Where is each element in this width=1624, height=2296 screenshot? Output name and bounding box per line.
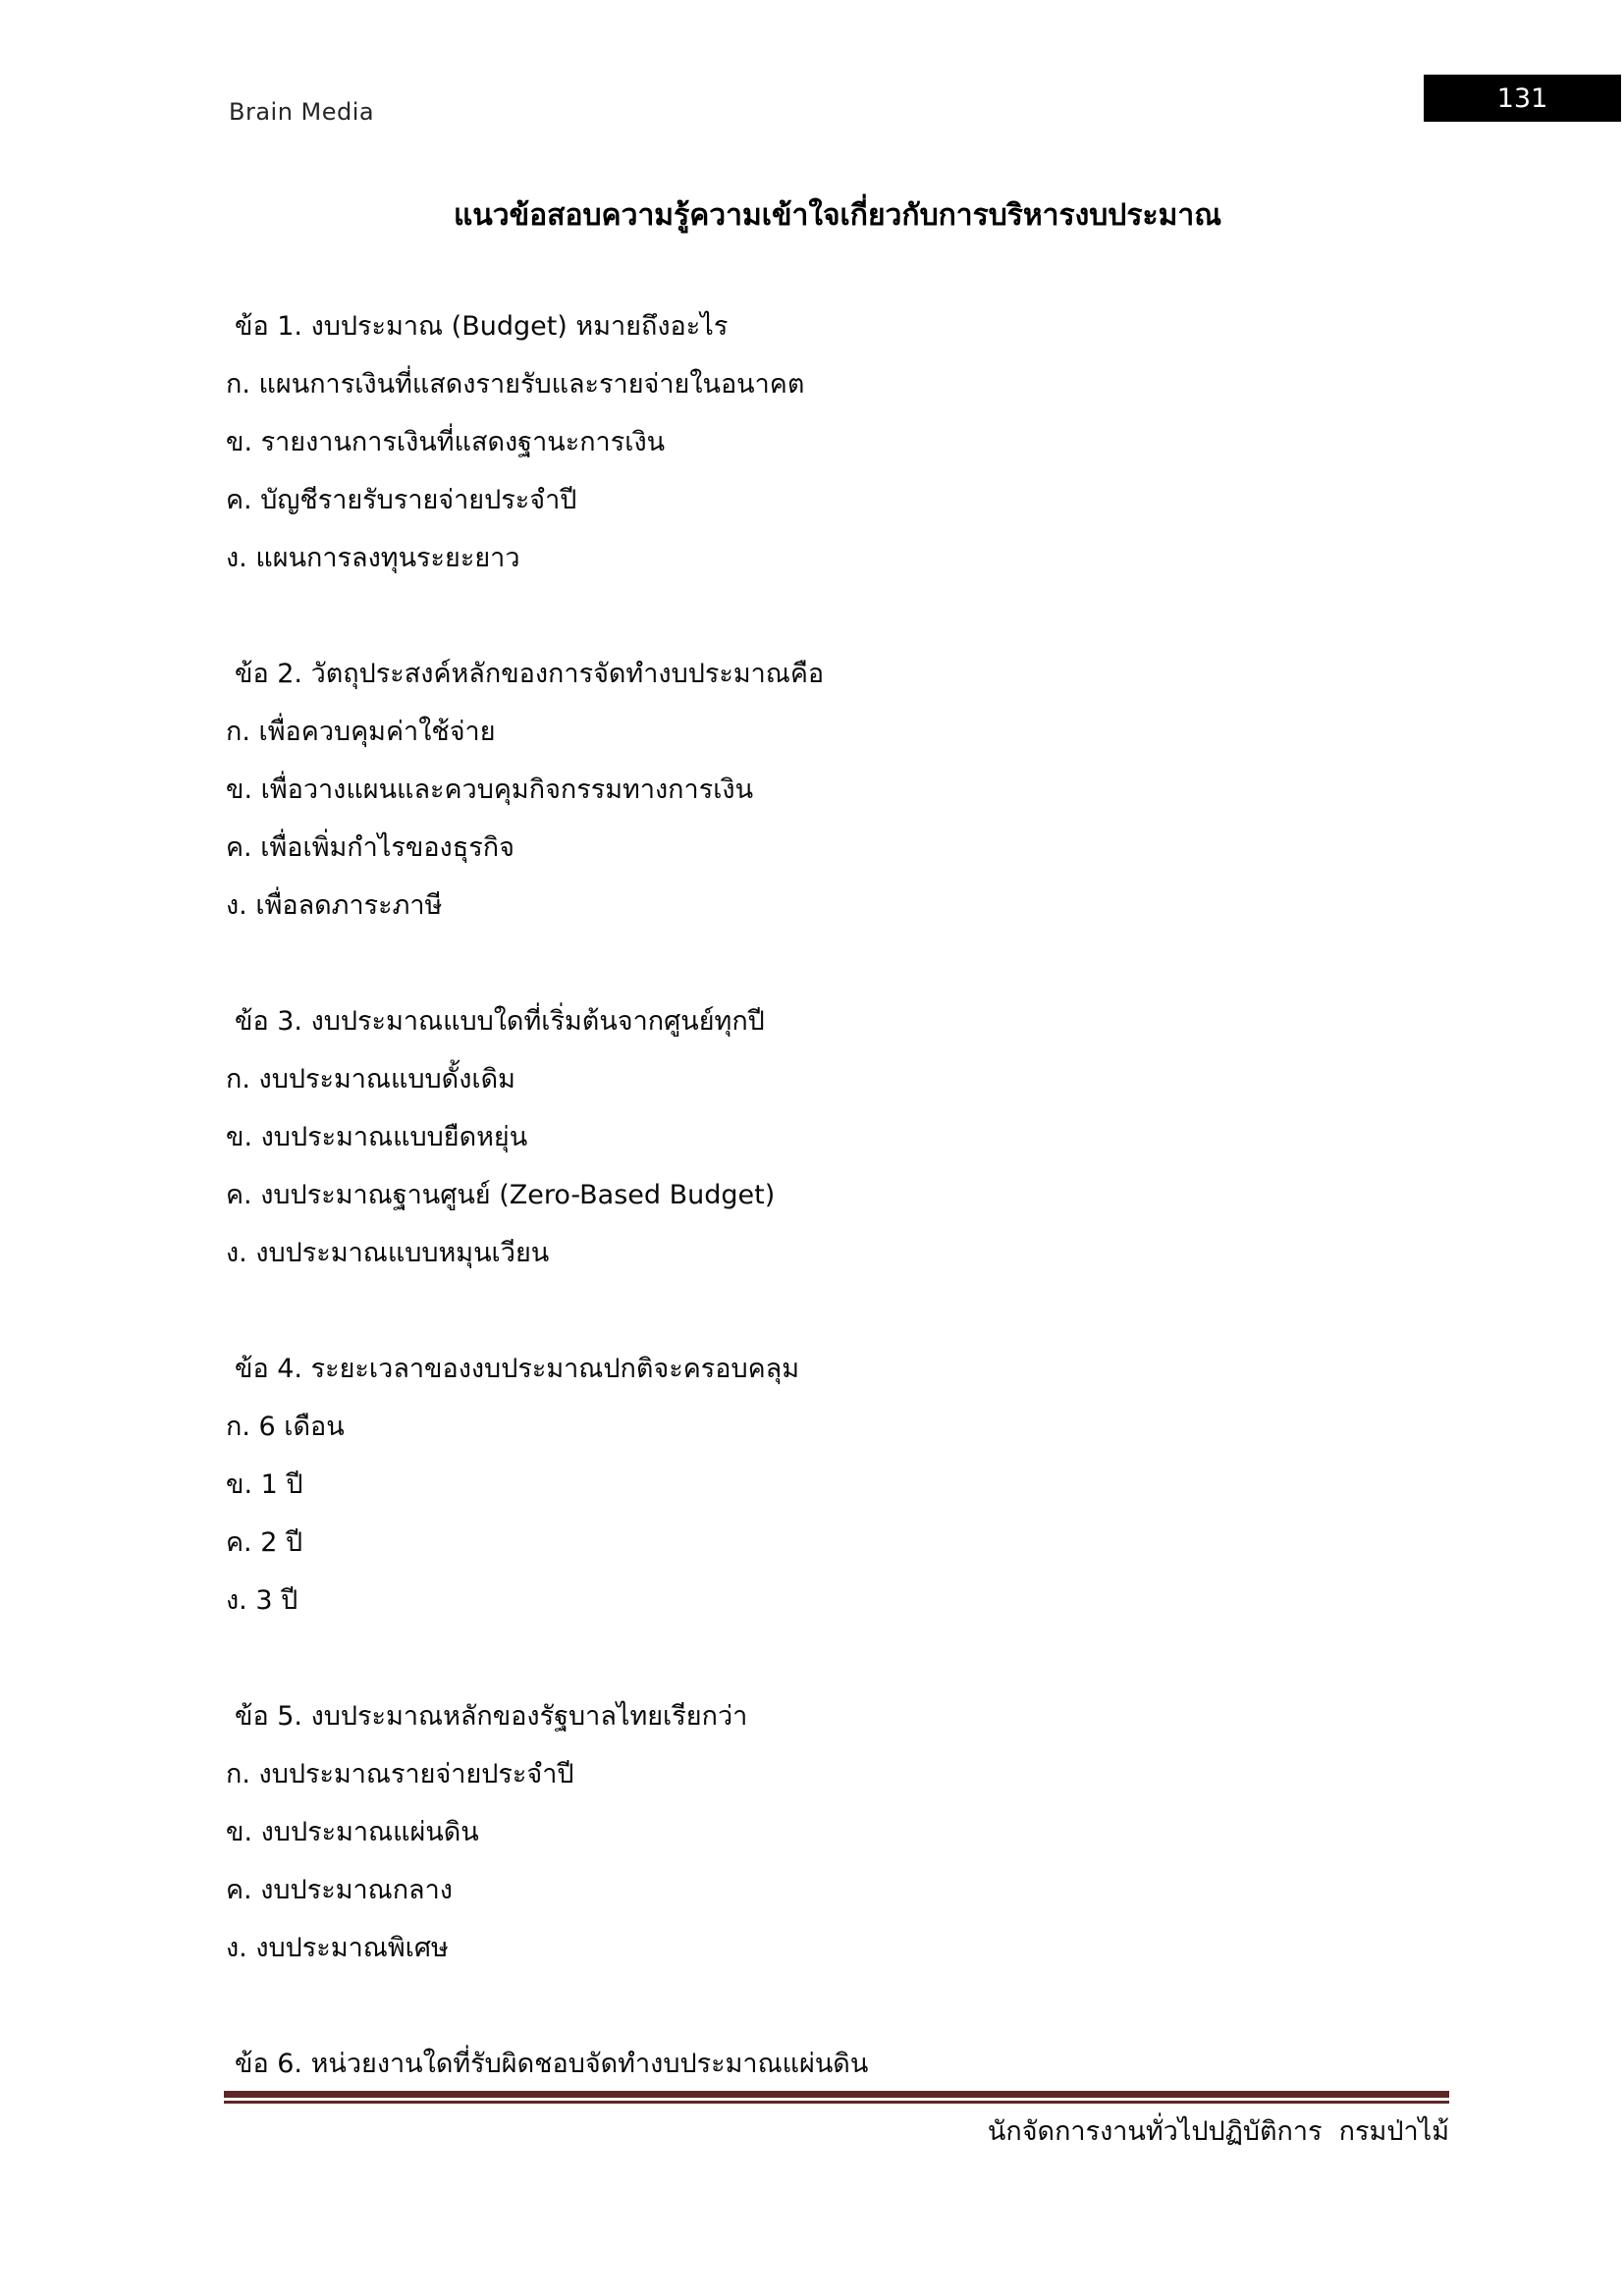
questions-list	[226, 297, 1449, 2151]
question-line: ข้อ 3. งบประมาณแบบใดที่เริ่มต้นจากศูนย์ทุกปี	[235, 1006, 765, 1037]
question-block	[226, 645, 1449, 934]
choice-line: ง. งบประมาณพิเศษ	[226, 1933, 449, 1963]
choice-line: ข. เพื่อวางแผนและควบคุมกิจกรรมทางการเงิน	[226, 774, 754, 805]
choice-line: ง. 3 ปี	[226, 1585, 298, 1616]
question-line: ข้อ 1. งบประมาณ (Budget) หมายถึงอะไร	[235, 311, 729, 342]
question-block	[226, 1687, 1449, 1977]
footer-credit: นักจัดการงานทั่วไปปฏิบัติการ กรมป่าไม้	[987, 2116, 1449, 2147]
choice-line: ข. รายงานการเงินที่แสดงฐานะการเงิน	[226, 427, 666, 457]
question-line: ข้อ 6. หน่วยงานใดที่รับผิดชอบจัดทำงบประมาณแผ่นดิน	[235, 2049, 869, 2079]
choice-line: ง. งบประมาณแบบหมุนเวียน	[226, 1238, 550, 1268]
choice-line: ก. งบประมาณรายจ่ายประจำปี	[226, 1759, 574, 1789]
page-title: แนวข้อสอบความรู้ความเข้าใจเกี่ยวกับการบริหารงบประมาณ	[453, 198, 1222, 233]
footer-divider	[224, 2091, 1449, 2104]
question-line: ข้อ 2. วัตถุประสงค์หลักของการจัดทำงบประมาณคือ	[235, 659, 825, 689]
brand-text: Brain Media	[229, 98, 375, 126]
choice-line: ข. งบประมาณแบบยืดหยุ่น	[226, 1122, 528, 1152]
question-block	[226, 1340, 1449, 1629]
page-number: 131	[1496, 82, 1548, 114]
choice-line: ค. เพื่อเพิ่มกำไรของธุรกิจ	[226, 832, 514, 863]
page-number-badge	[1424, 75, 1621, 122]
choice-line: ก. เพื่อควบคุมค่าใช้จ่าย	[226, 717, 496, 747]
choice-line: ง. เพื่อลดภาระภาษี	[226, 890, 443, 921]
choice-line: ค. งบประมาณกลาง	[226, 1875, 453, 1905]
question-line: ข้อ 4. ระยะเวลาของงบประมาณปกติจะครอบคลุม	[235, 1354, 800, 1384]
choice-line: ค. งบประมาณฐานศูนย์ (Zero-Based Budget)	[226, 1180, 776, 1210]
choice-line: ง. แผนการลงทุนระยะยาว	[226, 543, 520, 573]
question-block	[226, 992, 1449, 1282]
choice-line: ก. แผนการเงินที่แสดงรายรับและรายจ่ายในอนาคต	[226, 369, 805, 400]
choice-line: ค. 2 ปี	[226, 1527, 303, 1558]
choice-line: ข. 1 ปี	[226, 1469, 303, 1500]
choice-line: ค. บัญชีรายรับรายจ่ายประจำปี	[226, 485, 577, 515]
question-line: ข้อ 5. งบประมาณหลักของรัฐบาลไทยเรียกว่า	[235, 1701, 748, 1732]
question-block	[226, 297, 1449, 587]
choice-line: ข. งบประมาณแผ่นดิน	[226, 1817, 479, 1847]
question-block	[226, 2035, 1449, 2093]
choice-line: ก. งบประมาณแบบดั้งเดิม	[226, 1064, 515, 1095]
choice-line: ก. 6 เดือน	[226, 1412, 345, 1442]
